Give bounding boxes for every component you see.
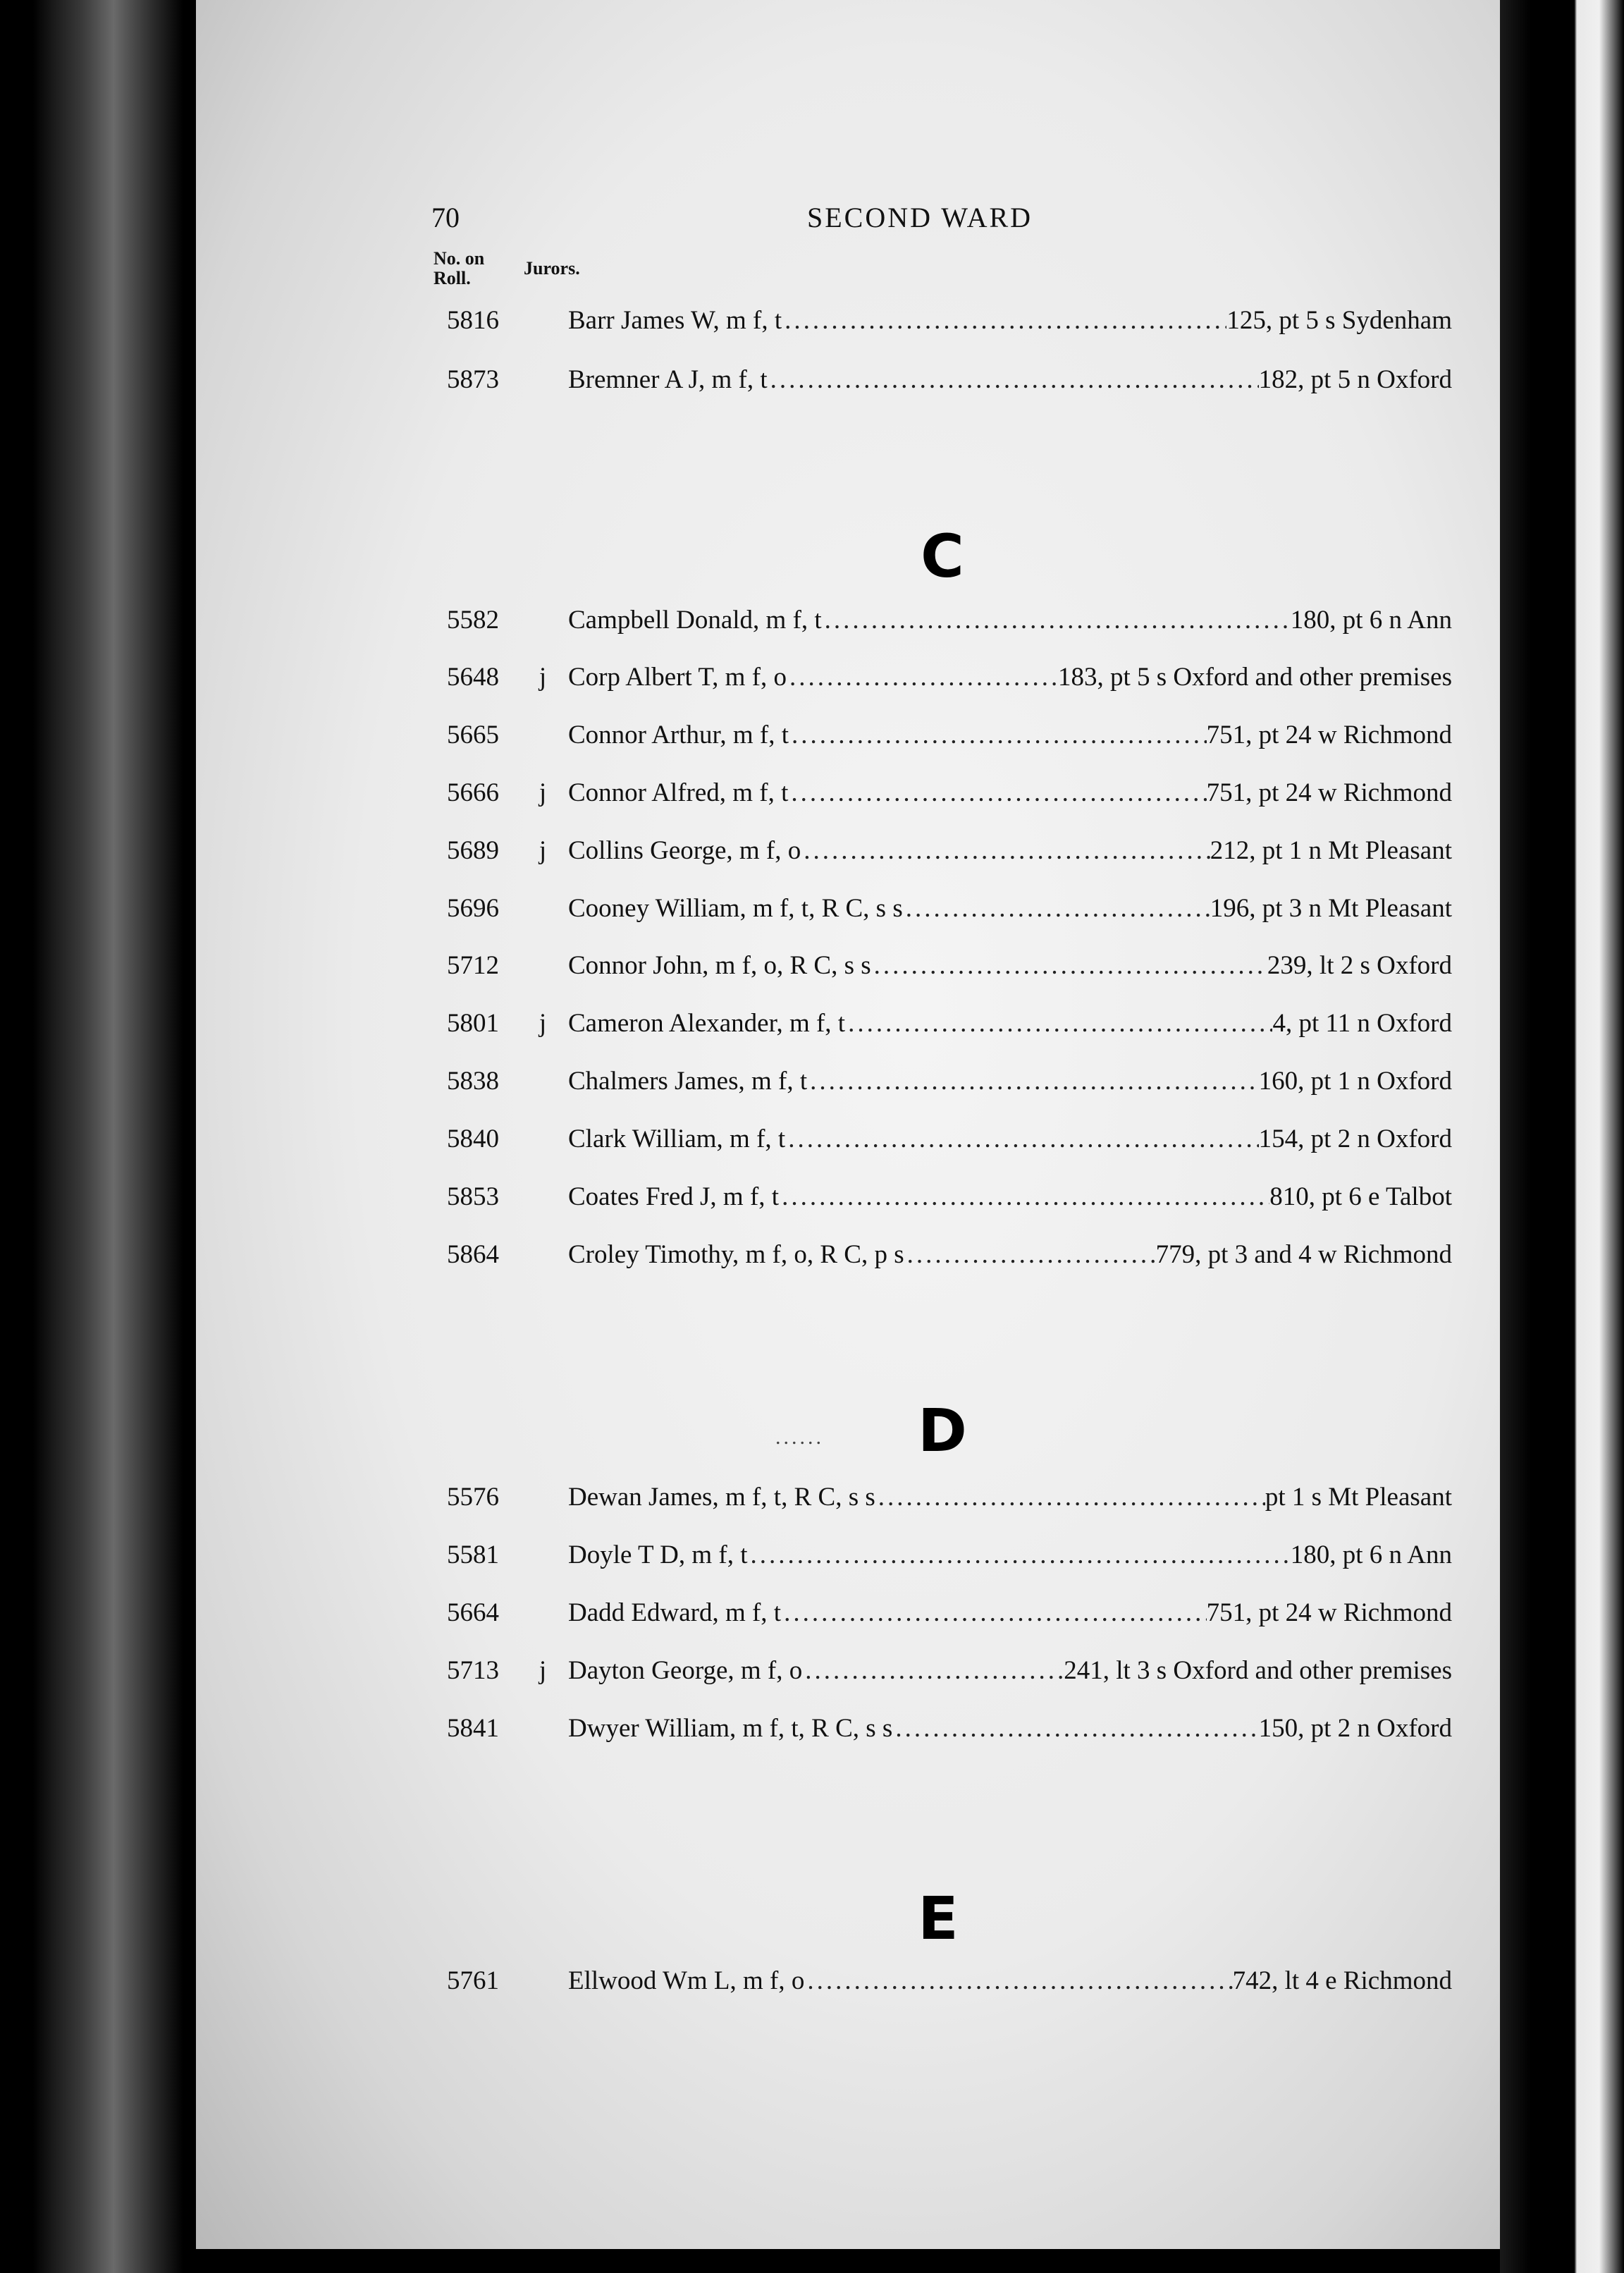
section-letter-d: D [918, 1396, 967, 1465]
property-description: 180, pt 6 n Ann [1290, 606, 1452, 635]
property-description: 180, pt 6 n Ann [1290, 1540, 1452, 1569]
roll-number: 5696 [447, 894, 499, 923]
elector-name: Cooney William, m f, t, R C, s s [568, 894, 903, 923]
roll-entry [423, 605, 1452, 640]
dot-leader [787, 662, 1058, 692]
elector-name: Cameron Alexander, m f, t [568, 1009, 846, 1038]
property-description: 751, pt 24 w Richmond [1206, 778, 1452, 807]
roll-entry [423, 1655, 1452, 1691]
book-binding-edge [0, 0, 183, 2273]
column-label-jurors: Jurors. [524, 258, 580, 278]
roll-number: 5665 [447, 721, 499, 749]
property-description: 779, pt 3 and 4 w Richmond [1155, 1240, 1452, 1269]
property-description: 751, pt 24 w Richmond [1206, 1598, 1452, 1627]
roll-entry [423, 835, 1452, 871]
elector-name: Connor Arthur, m f, t [568, 721, 789, 749]
dot-leader [779, 1182, 1269, 1212]
elector-name: Connor John, m f, o, R C, s s [568, 951, 871, 980]
roll-number: 5801 [447, 1009, 499, 1038]
property-description: 125, pt 5 s Sydenham [1226, 306, 1452, 335]
roll-number: 5581 [447, 1540, 499, 1569]
roll-entry [423, 1008, 1452, 1043]
roll-entry [423, 1713, 1452, 1748]
roll-number: 5664 [447, 1598, 499, 1627]
dot-leader [904, 1239, 1156, 1270]
column-label-number: No. on Roll. [433, 248, 485, 288]
page-title: SECOND WARD [807, 202, 1033, 233]
property-description: 742, lt 4 e Richmond [1232, 1966, 1452, 1995]
elector-name: Dayton George, m f, o [568, 1656, 803, 1685]
dot-leader [804, 1966, 1232, 1996]
dot-leader [748, 1540, 1291, 1570]
roll-entry [423, 364, 1452, 400]
dot-leader [845, 1008, 1272, 1039]
roll-number: 5853 [447, 1182, 499, 1211]
scan-right-edge [1500, 0, 1624, 2273]
roll-number: 5873 [447, 365, 499, 394]
roll-entry [423, 1966, 1452, 2001]
dot-leader [802, 1655, 1064, 1686]
elector-name: Doyle T D, m f, t [568, 1540, 748, 1569]
column-header [433, 249, 589, 288]
dot-leader [871, 950, 1267, 981]
roll-entry [423, 1239, 1452, 1275]
property-description: 751, pt 24 w Richmond [1206, 721, 1452, 749]
elector-name: Connor Alfred, m f, t [568, 778, 789, 807]
roll-number: 5841 [447, 1714, 499, 1743]
juror-mark: j [539, 836, 547, 865]
dot-leader [875, 1482, 1265, 1512]
roll-entry [423, 778, 1452, 813]
elector-name: Coates Fred J, m f, t [568, 1182, 780, 1211]
roll-number: 5582 [447, 606, 499, 635]
roll-number: 5576 [447, 1483, 499, 1512]
roll-number: 5816 [447, 306, 499, 335]
roll-number: 5838 [447, 1067, 499, 1096]
property-description: 212, pt 1 n Mt Pleasant [1210, 836, 1452, 865]
property-description: 160, pt 1 n Oxford [1258, 1067, 1452, 1096]
dot-leader [782, 305, 1226, 336]
roll-entry [423, 1540, 1452, 1575]
property-description: 239, lt 2 s Oxford [1267, 951, 1452, 980]
elector-name: Collins George, m f, o [568, 836, 801, 865]
roll-number: 5689 [447, 836, 499, 865]
dot-leader [801, 835, 1210, 866]
property-description: 810, pt 6 e Talbot [1269, 1182, 1452, 1211]
section-letter-c: C [921, 522, 964, 591]
dot-leader [768, 364, 1259, 395]
elector-name: Bremner A J, m f, t [568, 365, 768, 394]
dot-leader [807, 1066, 1258, 1096]
roll-number: 5761 [447, 1966, 499, 1995]
roll-number: 5712 [447, 951, 499, 980]
elector-name: Campbell Donald, m f, t [568, 606, 822, 635]
roll-entry [423, 1066, 1452, 1101]
property-description: pt 1 s Mt Pleasant [1265, 1483, 1452, 1512]
stray-dots: ...... [775, 1426, 824, 1449]
property-description: 241, lt 3 s Oxford and other premises [1064, 1656, 1452, 1685]
roll-entry [423, 1482, 1452, 1517]
elector-name: Croley Timothy, m f, o, R C, p s [568, 1240, 904, 1269]
page-number: 70 [431, 202, 460, 233]
property-description: 154, pt 2 n Oxford [1258, 1125, 1452, 1153]
dot-leader [789, 720, 1207, 750]
dot-leader [822, 605, 1291, 635]
roll-entry [423, 950, 1452, 986]
roll-entry [423, 662, 1452, 697]
roll-entry [423, 1598, 1452, 1633]
property-description: 182, pt 5 n Oxford [1258, 365, 1452, 394]
dot-leader [892, 1713, 1258, 1744]
roll-entry [423, 1124, 1452, 1159]
roll-number: 5666 [447, 778, 499, 807]
dot-leader [788, 778, 1206, 808]
property-description: 183, pt 5 s Oxford and other premises [1057, 663, 1452, 692]
roll-entry [423, 1182, 1452, 1217]
elector-name: Chalmers James, m f, t [568, 1067, 808, 1096]
dot-leader [781, 1598, 1206, 1628]
dot-leader [903, 893, 1210, 924]
roll-entry [423, 305, 1452, 341]
section-letter-e: E [918, 1884, 959, 1953]
roll-entry [423, 720, 1452, 755]
elector-name: Clark William, m f, t [568, 1125, 786, 1153]
dot-leader [785, 1124, 1258, 1154]
property-description: 196, pt 3 n Mt Pleasant [1210, 894, 1452, 923]
property-description: 4, pt 11 n Oxford [1272, 1009, 1452, 1038]
elector-name: Dwyer William, m f, t, R C, s s [568, 1714, 893, 1743]
elector-name: Ellwood Wm L, m f, o [568, 1966, 805, 1995]
roll-number: 5840 [447, 1125, 499, 1153]
juror-mark: j [539, 663, 547, 692]
elector-name: Dewan James, m f, t, R C, s s [568, 1483, 875, 1512]
roll-number: 5713 [447, 1656, 499, 1685]
juror-mark: j [539, 778, 547, 807]
elector-name: Corp Albert T, m f, o [568, 663, 787, 692]
roll-number: 5648 [447, 663, 499, 692]
elector-name: Barr James W, m f, t [568, 306, 782, 335]
roll-number: 5864 [447, 1240, 499, 1269]
elector-name: Dadd Edward, m f, t [568, 1598, 782, 1627]
property-description: 150, pt 2 n Oxford [1258, 1714, 1452, 1743]
juror-mark: j [539, 1009, 547, 1038]
juror-mark: j [539, 1656, 547, 1685]
roll-entry [423, 893, 1452, 929]
